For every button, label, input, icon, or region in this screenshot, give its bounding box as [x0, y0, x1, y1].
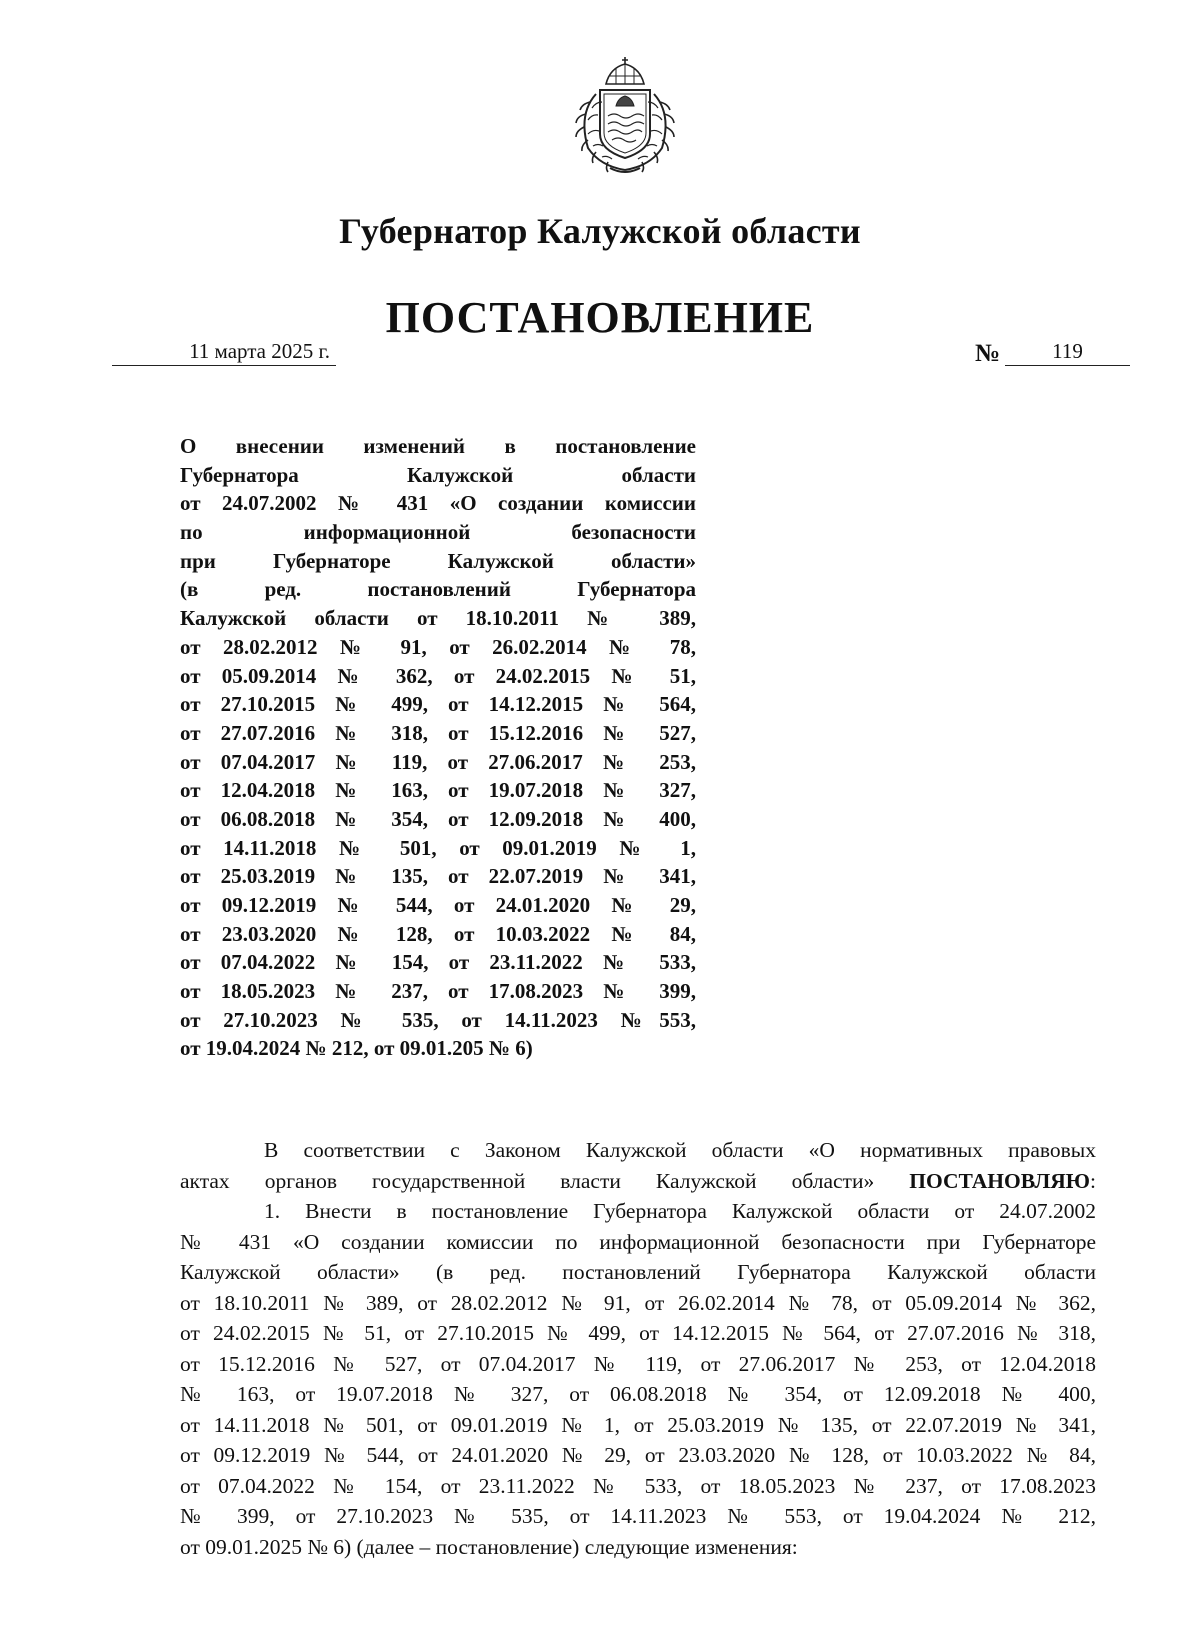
title-line: от 06.08.2018 № 354, от 12.09.2018 № 400,: [180, 806, 696, 831]
document-number-label: №: [975, 340, 1001, 367]
title-line: от 24.07.2002 № 431 «О создании комиссии: [180, 491, 696, 516]
title-line: при Губернаторе Калужской области»: [180, 548, 696, 573]
title-line: Губернатора Калужской области: [180, 462, 696, 487]
kaluga-coat-of-arms-icon: [566, 54, 684, 176]
decree-keyword: ПОСТАНОВЛЯЮ: [909, 1168, 1091, 1193]
title-line: от 09.12.2019 № 544, от 24.01.2020 № 29,: [180, 893, 696, 917]
body-line: от 09.01.2025 № 6) (далее – постановление) следующие изменения:: [180, 1534, 798, 1559]
body-line: № 163, от 19.07.2018 № 327, от 06.08.2018 № 354, от 12.09.2018 № 400,: [180, 1382, 1096, 1406]
title-line: (в ред. постановлений Губернатора: [180, 577, 696, 602]
title-line: от 27.07.2016 № 318, от 15.12.2016 № 527,: [180, 720, 696, 745]
body-line: от 14.11.2018 № 501, от 09.01.2019 № 1, от 25.03.2019 № 135, от 22.07.2019 № 341,: [180, 1412, 1096, 1437]
title-line: от 27.10.2015 № 499, от 14.12.2015 № 564,: [180, 692, 696, 717]
body-line-text: актах органов государственной власти Калужской области»: [180, 1168, 875, 1193]
title-line: от 07.04.2022 № 154, от 23.11.2022 № 533,: [180, 950, 696, 975]
document-date: 11 марта 2025 г.: [112, 338, 336, 366]
authority-heading: Губернатор Калужской области: [339, 211, 861, 251]
body-line: от 18.10.2011 № 389, от 28.02.2012 № 91, от 26.02.2014 № 78, от 05.09.2014 № 362,: [180, 1290, 1096, 1315]
title-line: Калужской области от 18.10.2011 № 389,: [180, 606, 696, 631]
body-line: от 15.12.2016 № 527, от 07.04.2017 № 119, от 27.06.2017 № 253, от 12.04.2018: [180, 1351, 1096, 1376]
body-line: № 431 «О создании комиссии по информационной безопасности при Губернаторе: [180, 1229, 1096, 1254]
body-line-punct: :: [1090, 1168, 1096, 1193]
body-line: 1. Внести в постановление Губернатора Калужской области от 24.07.2002: [264, 1199, 1096, 1223]
title-line: от 05.09.2014 № 362, от 24.02.2015 № 51,: [180, 663, 696, 688]
document-number: 119: [1005, 338, 1130, 366]
title-line: от 19.04.2024 № 212, от 09.01.205 № 6): [180, 1036, 533, 1061]
document-type-heading: ПОСТАНОВЛЕНИЕ: [385, 293, 815, 342]
body-line: от 24.02.2015 № 51, от 27.10.2015 № 499, от 14.12.2015 № 564, от 27.07.2016 № 318,: [180, 1321, 1096, 1345]
title-line: от 07.04.2017 № 119, от 27.06.2017 № 253,: [180, 749, 696, 774]
title-line: от 23.03.2020 № 128, от 10.03.2022 № 84,: [180, 921, 696, 946]
title-line: от 12.04.2018 № 163, от 19.07.2018 № 327,: [180, 778, 696, 803]
title-line: от 18.05.2023 № 237, от 17.08.2023 № 399,: [180, 979, 696, 1004]
title-line: от 14.11.2018 № 501, от 09.01.2019 № 1,: [180, 835, 696, 860]
body-line: от 07.04.2022 № 154, от 23.11.2022 № 533, от 18.05.2023 № 237, от 17.08.2023: [180, 1473, 1096, 1498]
title-line: от 28.02.2012 № 91, от 26.02.2014 № 78,: [180, 634, 696, 659]
title-line: от 27.10.2023 № 535, от 14.11.2023 №553,: [180, 1007, 696, 1032]
title-line: О внесении изменений в постановление: [180, 434, 696, 458]
body-line: [180, 1166, 1096, 1197]
document-title: [180, 432, 696, 1063]
body-line: № 399, от 27.10.2023 № 535, от 14.11.2023 № 553, от 19.04.2024 № 212,: [180, 1504, 1096, 1528]
body-line: Калужской области» (в ред. постановлений Губернатора Калужской области: [180, 1260, 1096, 1284]
body-line: от 09.12.2019 № 544, от 24.01.2020 № 29, от 23.03.2020 № 128, от 10.03.2022 № 84,: [180, 1443, 1096, 1467]
title-line: по информационной безопасности: [180, 520, 696, 545]
document-body: [180, 1135, 1096, 1562]
body-line: В соответствии с Законом Калужской области «О нормативных правовых: [264, 1138, 1096, 1162]
title-line: от 25.03.2019 № 135, от 22.07.2019 № 341,: [180, 864, 696, 889]
